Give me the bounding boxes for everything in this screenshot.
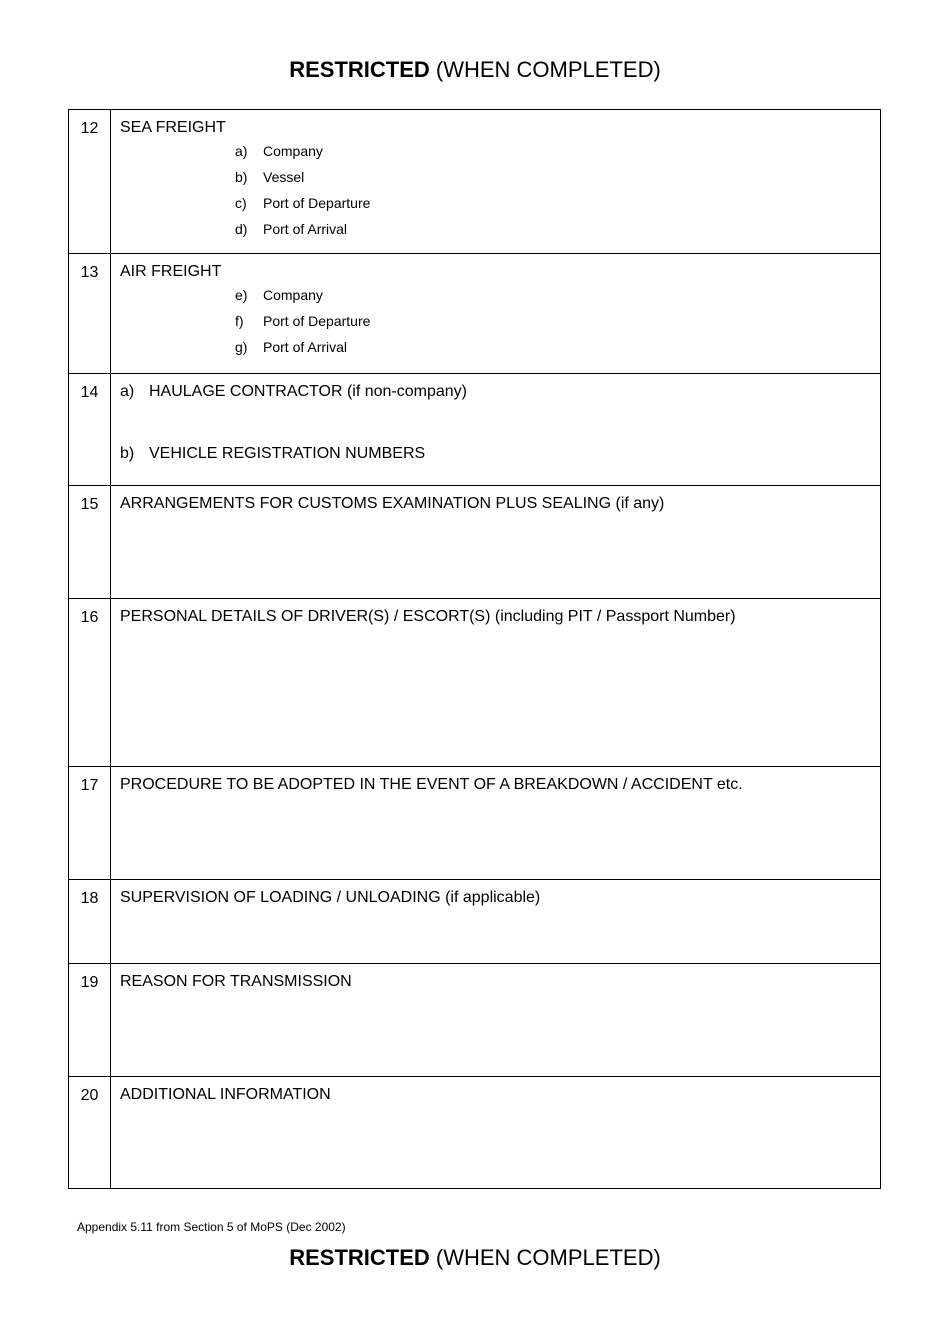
loading-supervision-field[interactable] <box>111 880 881 964</box>
additional-information-field[interactable] <box>111 1077 881 1189</box>
field-title: ARRANGEMENTS FOR CUSTOMS EXAMINATION PLUS SEALING (if any) <box>120 495 665 512</box>
list-item: c) Port of Departure <box>235 195 371 211</box>
restricted-label: RESTRICTED <box>289 1245 430 1270</box>
breakdown-procedure-field[interactable] <box>111 767 881 880</box>
row-number: 19 <box>69 964 111 1077</box>
row-20 <box>69 1077 881 1189</box>
row-19 <box>69 964 881 1077</box>
list-item: a) Company <box>235 143 323 159</box>
customs-examination-field[interactable] <box>111 486 881 599</box>
row-number: 13 <box>69 254 111 374</box>
row-16 <box>69 599 881 767</box>
row-13 <box>69 254 881 374</box>
when-completed-label: (WHEN COMPLETED) <box>435 57 661 82</box>
row-number: 17 <box>69 767 111 880</box>
haulage-contractor-item: a) HAULAGE CONTRACTOR (if non-company) <box>120 383 467 400</box>
row-number: 12 <box>69 110 111 254</box>
list-item: g) Port of Arrival <box>235 339 348 355</box>
air-freight-field[interactable] <box>111 254 881 374</box>
field-title: REASON FOR TRANSMISSION <box>120 973 352 990</box>
row-17 <box>69 767 881 880</box>
field-title: SUPERVISION OF LOADING / UNLOADING (if applicable) <box>120 889 541 906</box>
list-item: d) Port of Arrival <box>235 221 348 237</box>
list-item: e) Company <box>235 287 323 303</box>
field-title: PROCEDURE TO BE ADOPTED IN THE EVENT OF A BREAKDOWN / ACCIDENT etc. <box>120 776 743 793</box>
row-number: 20 <box>69 1077 111 1189</box>
form-table <box>68 109 881 1189</box>
header-classification <box>0 57 950 83</box>
footer-classification <box>0 1245 950 1271</box>
row-number: 16 <box>69 599 111 767</box>
haulage-field[interactable] <box>111 374 881 486</box>
row-number: 15 <box>69 486 111 599</box>
row-number: 18 <box>69 880 111 964</box>
appendix-note: Appendix 5.11 from Section 5 of MoPS (Dec 2002) <box>77 1220 346 1234</box>
restricted-label: RESTRICTED <box>289 57 430 82</box>
field-title: SEA FREIGHT <box>120 119 226 136</box>
list-item: b) Vessel <box>235 169 305 185</box>
list-item: f) Port of Departure <box>235 313 371 329</box>
transmission-reason-field[interactable] <box>111 964 881 1077</box>
vehicle-registration-item: b) VEHICLE REGISTRATION NUMBERS <box>120 445 426 462</box>
sea-freight-field[interactable] <box>111 110 881 254</box>
row-number: 14 <box>69 374 111 486</box>
field-title: AIR FREIGHT <box>120 263 222 280</box>
row-14 <box>69 374 881 486</box>
driver-escort-details-field[interactable] <box>111 599 881 767</box>
row-18 <box>69 880 881 964</box>
field-title: PERSONAL DETAILS OF DRIVER(S) / ESCORT(S) (including PIT / Passport Number) <box>120 608 736 625</box>
field-title: ADDITIONAL INFORMATION <box>120 1086 331 1103</box>
row-12 <box>69 110 881 254</box>
row-15 <box>69 486 881 599</box>
when-completed-label: (WHEN COMPLETED) <box>435 1245 661 1270</box>
